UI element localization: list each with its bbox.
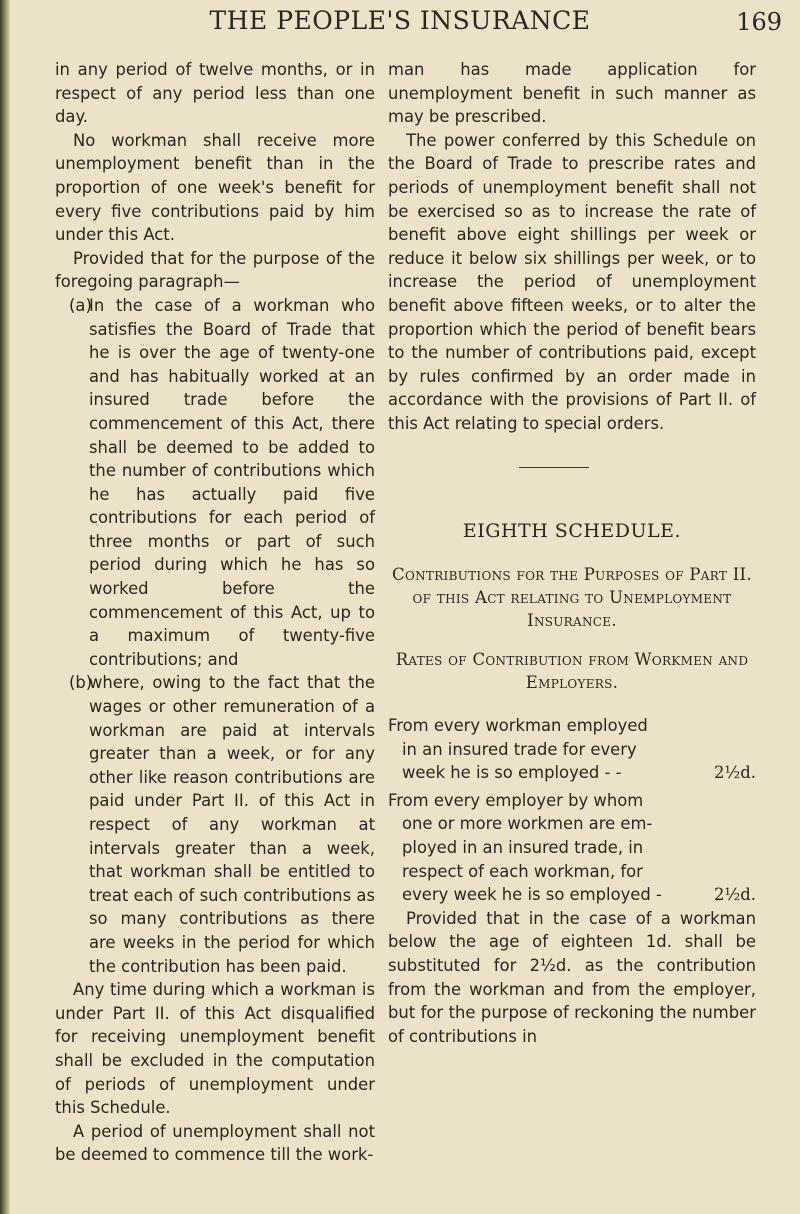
right-column xyxy=(388,58,756,1048)
left-paragraph-5: A period of unemployment shall not be deemed to commence till the work- xyxy=(55,1121,375,1165)
list-item-b-label: (b) xyxy=(69,673,93,693)
list-item-b xyxy=(69,671,375,978)
rate-employer-line: one or more workmen are em- xyxy=(402,814,653,834)
rate-workman-line: week he is so employed - - xyxy=(402,763,622,783)
rate-employer-line: ployed in an insured trade, in xyxy=(402,838,644,858)
running-title: THE PEOPLE'S INSURANCE xyxy=(209,6,591,35)
left-paragraph-1: in any period of twelve months, or in respect of any period less than one day. xyxy=(55,60,375,127)
rate-employer-text xyxy=(388,789,702,907)
right-paragraph-1: man has made application for unemployment benefit in such manner as may be prescribed. xyxy=(388,60,756,127)
rate-row-employer xyxy=(388,789,756,907)
right-paragraph-3: Provided that in the case of a workman below the age of eighteen 1d. shall be substituted for 2½d. as the contribution from the workman and from the employer, but for the purpose of reckoning the number of contributions in xyxy=(388,908,756,1046)
schedule-title: EIGHTH SCHEDULE. xyxy=(462,519,682,542)
right-paragraph-2: The power conferred by this Schedule on the Board of Trade to prescribe rates and periods of unemployment benefit shall not be exercised so as to increase the rate of benefit above eight shillings per week or reduce it below six shillings per week, or to increase the period of unemployment benefit above fifteen weeks, or to alter the proportion which the period of benefit bears to the number of contributions paid, except by rules confirmed by an order made in accordance with the provisions of Part II. of this Act relating to special orders. xyxy=(388,130,756,433)
rate-employer-line: respect of each workman, for xyxy=(402,861,643,881)
list-item-a-text: In the case of a workman who satisfies the Board of Trade that he is over the age of twenty-one and has habitually worked at an insured trade before the commencement of this Act, there shall be deemed to be added to the number of contributions which he has actually paid five contributions for each period of three months or part of such period during which he has so worked before the commencement of this Act, up to a maximum of twenty-five contributions; and xyxy=(89,295,375,669)
list-item-a xyxy=(69,294,375,672)
left-column xyxy=(55,58,375,1167)
schedule-subtitle-rates: Rates of Contribution from Workmen and Employers. xyxy=(395,650,749,693)
left-paragraph-4: Any time during which a workman is under Part II. of this Act disqualified for receiving unemployment benefit shall be excluded in the computation of periods of unemployment under this Schedule. xyxy=(55,980,375,1118)
rate-employer-line: From every employer by whom xyxy=(388,790,644,810)
left-paragraph-2: No workman shall receive more unemployment benefit than in the proportion of one week's benefit for every five contributions paid by him under this Act. xyxy=(55,130,375,245)
rate-workman-line: in an insured trade for every xyxy=(402,739,637,759)
section-divider xyxy=(519,467,589,468)
rate-workman-text xyxy=(388,714,702,785)
schedule-subtitle-contributions: Contributions for the Purposes of Part II. of this Act relating to Unemployment Insurance. xyxy=(392,565,752,631)
list-item-b-text: where, owing to the fact that the wages or other remuneration of a workman are paid at intervals greater than a week, or for any other like reason contributions are paid under Part II. of this Act in respect of any workman at intervals greater than a week, that workman shall be entitled to treat each of such contributions as so many contributions as there are weeks in the period for which the contribution has been paid. xyxy=(89,673,375,976)
page-binding-edge xyxy=(0,0,10,1214)
rate-row-workman xyxy=(388,714,756,785)
page-header xyxy=(0,6,800,40)
rate-workman-line: From every workman employed xyxy=(388,716,648,736)
rate-employer-line: every week he is so employed - xyxy=(402,885,662,905)
rate-employer-value: 2½d. xyxy=(713,885,756,905)
page-number: 169 xyxy=(736,8,782,36)
rate-workman-value: 2½d. xyxy=(713,763,756,783)
list-item-a-label: (a) xyxy=(69,295,92,315)
left-paragraph-3: Provided that for the purpose of the foregoing paragraph— xyxy=(55,248,375,292)
